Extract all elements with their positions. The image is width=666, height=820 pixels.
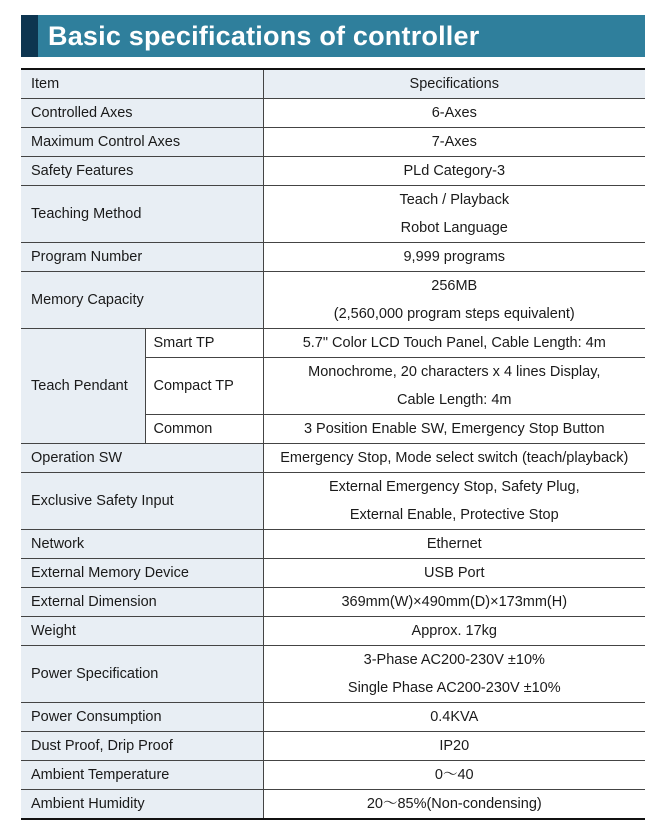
table-row-power-specification xyxy=(21,646,645,703)
table-row-operation-sw xyxy=(21,444,645,473)
subrow-label-smart-tp xyxy=(145,329,263,358)
value-line: 20～85%(Non-condensing) xyxy=(366,796,542,812)
row-value-smart-tp xyxy=(263,329,645,358)
row-label-text: External Memory Device xyxy=(31,565,189,581)
table-row-maximum-control-axes xyxy=(21,128,645,157)
row-label-external-dimension xyxy=(21,588,263,617)
row-label-text: Teaching Method xyxy=(31,206,142,222)
banner-accent-bar xyxy=(21,15,38,57)
value-line: 6-Axes xyxy=(431,105,477,121)
row-label-text: Operation SW xyxy=(31,450,123,466)
row-label-text: External Dimension xyxy=(31,594,157,610)
header-item-label: Item xyxy=(31,76,60,92)
table-row-safety-features xyxy=(21,157,645,186)
value-line: Emergency Stop, Mode select switch (teach/playback) xyxy=(280,450,629,466)
value-line: 0.4KVA xyxy=(430,709,479,725)
value-line: 7-Axes xyxy=(431,134,477,150)
row-label-safety-features xyxy=(21,157,263,186)
row-value-ambient-humidity xyxy=(263,790,645,820)
row-value-external-memory-device xyxy=(263,559,645,588)
title-banner xyxy=(21,15,645,57)
value-line: Teach / Playback xyxy=(399,192,510,208)
specifications-table xyxy=(21,68,645,820)
table-row-teach-pendant-smart-tp xyxy=(21,329,645,358)
row-label-text: Power Consumption xyxy=(31,709,162,725)
value-line: 3 Position Enable SW, Emergency Stop Button xyxy=(303,421,605,437)
value-line: PLd Category-3 xyxy=(403,163,506,179)
row-value-safety-features xyxy=(263,157,645,186)
row-label-text: Program Number xyxy=(31,249,143,265)
row-label-ambient-humidity xyxy=(21,790,263,820)
row-value-teaching-method xyxy=(263,186,645,243)
row-value-network xyxy=(263,530,645,559)
subrow-label-text: Smart TP xyxy=(153,335,215,351)
subrow-label-compact-tp xyxy=(145,358,263,415)
table-row-teaching-method xyxy=(21,186,645,243)
value-line: (2,560,000 program steps equivalent) xyxy=(333,306,575,322)
row-value-maximum-control-axes xyxy=(263,128,645,157)
row-label-text: Maximum Control Axes xyxy=(31,134,181,150)
subrow-label-common xyxy=(145,415,263,444)
row-label-ambient-temperature xyxy=(21,761,263,790)
row-value-memory-capacity xyxy=(263,272,645,329)
value-line: Cable Length: 4m xyxy=(397,392,512,408)
value-line: IP20 xyxy=(439,738,470,754)
table-row-external-dimension xyxy=(21,588,645,617)
table-row-exclusive-safety-input xyxy=(21,473,645,530)
row-label-text: Ambient Humidity xyxy=(31,796,145,812)
value-line: USB Port xyxy=(424,565,485,581)
row-label-operation-sw xyxy=(21,444,263,473)
value-line: Approx. 17kg xyxy=(411,623,497,639)
row-label-program-number xyxy=(21,243,263,272)
row-value-exclusive-safety-input xyxy=(263,473,645,530)
row-label-memory-capacity xyxy=(21,272,263,329)
row-value-program-number xyxy=(263,243,645,272)
row-label-maximum-control-axes xyxy=(21,128,263,157)
row-label-power-consumption xyxy=(21,703,263,732)
row-label-dust-proof-drip-proof xyxy=(21,732,263,761)
row-label-text: Memory Capacity xyxy=(31,292,144,308)
row-label-text: Weight xyxy=(31,623,76,639)
value-line: Ethernet xyxy=(426,536,482,552)
table-row-network xyxy=(21,530,645,559)
table-row-controlled-axes xyxy=(21,99,645,128)
table-row-power-consumption xyxy=(21,703,645,732)
row-value-weight xyxy=(263,617,645,646)
row-value-common xyxy=(263,415,645,444)
table-header-row xyxy=(21,69,645,99)
row-value-external-dimension xyxy=(263,588,645,617)
row-label-power-specification xyxy=(21,646,263,703)
table-row-ambient-humidity xyxy=(21,790,645,820)
row-label-text: Ambient Temperature xyxy=(31,767,170,783)
header-specifications xyxy=(263,69,645,99)
row-label-teaching-method xyxy=(21,186,263,243)
header-spec-label: Specifications xyxy=(409,76,499,92)
row-label-text: Safety Features xyxy=(31,163,134,179)
table-row-weight xyxy=(21,617,645,646)
header-item xyxy=(21,69,263,99)
row-label-text: Exclusive Safety Input xyxy=(31,493,174,509)
row-value-compact-tp xyxy=(263,358,645,415)
row-value-ambient-temperature xyxy=(263,761,645,790)
row-label-text: Network xyxy=(31,536,85,552)
row-label-exclusive-safety-input xyxy=(21,473,263,530)
value-line: Robot Language xyxy=(400,220,508,236)
value-line: External Emergency Stop, Safety Plug, xyxy=(328,479,580,495)
row-label-weight xyxy=(21,617,263,646)
row-label-teach-pendant xyxy=(21,329,145,444)
row-value-operation-sw xyxy=(263,444,645,473)
value-line: 3-Phase AC200-230V ±10% xyxy=(363,652,545,668)
row-label-text: Controlled Axes xyxy=(31,105,133,121)
value-line: 9,999 programs xyxy=(403,249,506,265)
row-label-text: Power Specification xyxy=(31,666,159,682)
subrow-label-text: Common xyxy=(153,421,213,437)
row-label-text: Dust Proof, Drip Proof xyxy=(31,738,173,754)
value-line: Monochrome, 20 characters x 4 lines Display, xyxy=(308,364,601,380)
row-value-power-specification xyxy=(263,646,645,703)
value-line: 369mm(W)×490mm(D)×173mm(H) xyxy=(341,594,568,610)
value-line: 5.7" Color LCD Touch Panel, Cable Length: 4m xyxy=(302,335,606,351)
value-line: Single Phase AC200-230V ±10% xyxy=(347,680,561,696)
table-row-program-number xyxy=(21,243,645,272)
value-line: External Enable, Protective Stop xyxy=(349,507,559,523)
row-value-power-consumption xyxy=(263,703,645,732)
row-label-network xyxy=(21,530,263,559)
row-label-controlled-axes xyxy=(21,99,263,128)
row-value-controlled-axes xyxy=(263,99,645,128)
subrow-label-text: Compact TP xyxy=(153,378,234,394)
page-title: Basic specifications of controller xyxy=(48,21,480,51)
table-row-ambient-temperature xyxy=(21,761,645,790)
row-value-dust-proof-drip-proof xyxy=(263,732,645,761)
value-line: 0～40 xyxy=(434,767,474,783)
table-row-memory-capacity xyxy=(21,272,645,329)
row-label-external-memory-device xyxy=(21,559,263,588)
value-line: 256MB xyxy=(431,278,478,294)
table-row-external-memory-device xyxy=(21,559,645,588)
table-row-dust-proof-drip-proof xyxy=(21,732,645,761)
row-label-text: Teach Pendant xyxy=(31,378,128,394)
